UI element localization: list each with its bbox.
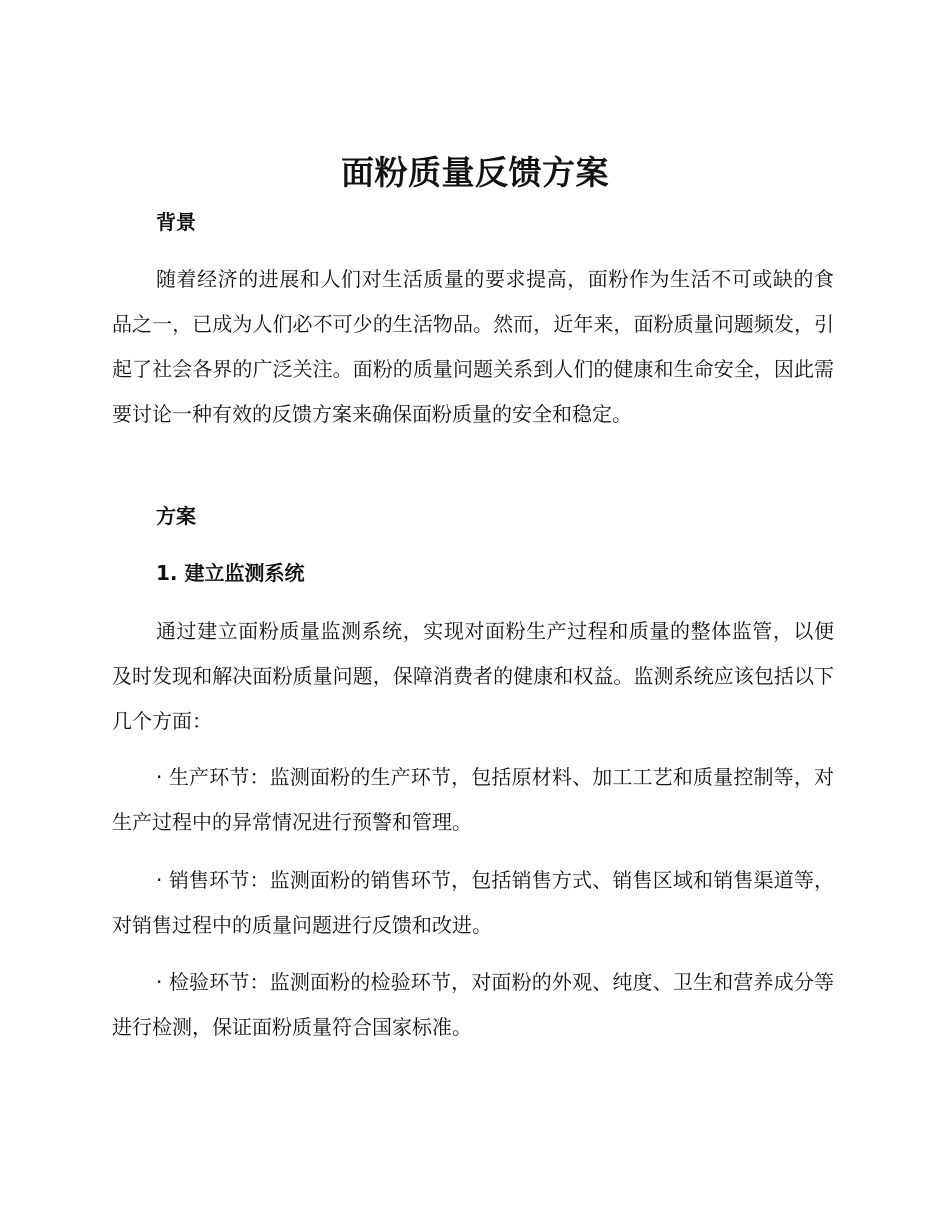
monitoring-intro-paragraph: 通过建立面粉质量监测系统，实现对面粉生产过程和质量的整体监管，以便及时发现和解决面粉质量问题，保障消费者的健康和权益。监测系统应该包括以下几个方面： [112,619,834,733]
section-heading-background: 背景 [156,210,196,234]
bullet-production: · 生产环节：监测面粉的生产环节，包括原材料、加工工艺和质量控制等，对生产过程中的异常情况进行预警和管理。 [112,765,834,834]
subsection-heading-monitoring: 1. 建立监测系统 [156,561,305,585]
bullet-sales: · 销售环节：监测面粉的销售环节，包括销售方式、销售区域和销售渠道等，对销售过程中的质量问题进行反馈和改进。 [112,868,834,937]
section-heading-plan: 方案 [156,504,196,528]
document-title: 面粉质量反馈方案 [341,153,609,192]
background-paragraph: 随着经济的进展和人们对生活质量的要求提高，面粉作为生活不可或缺的食品之一，已成为人们必不可少的生活物品。然而，近年来，面粉质量问题频发，引起了社会各界的广泛关注。面粉的质量问题关系到人们的健康和生命安全，因此需要讨论一种有效的反馈方案来确保面粉质量的安全和稳定。 [112,267,834,426]
bullet-inspection: · 检验环节：监测面粉的检验环节，对面粉的外观、纯度、卫生和营养成分等进行检测，保证面粉质量符合国家标准。 [112,970,834,1039]
